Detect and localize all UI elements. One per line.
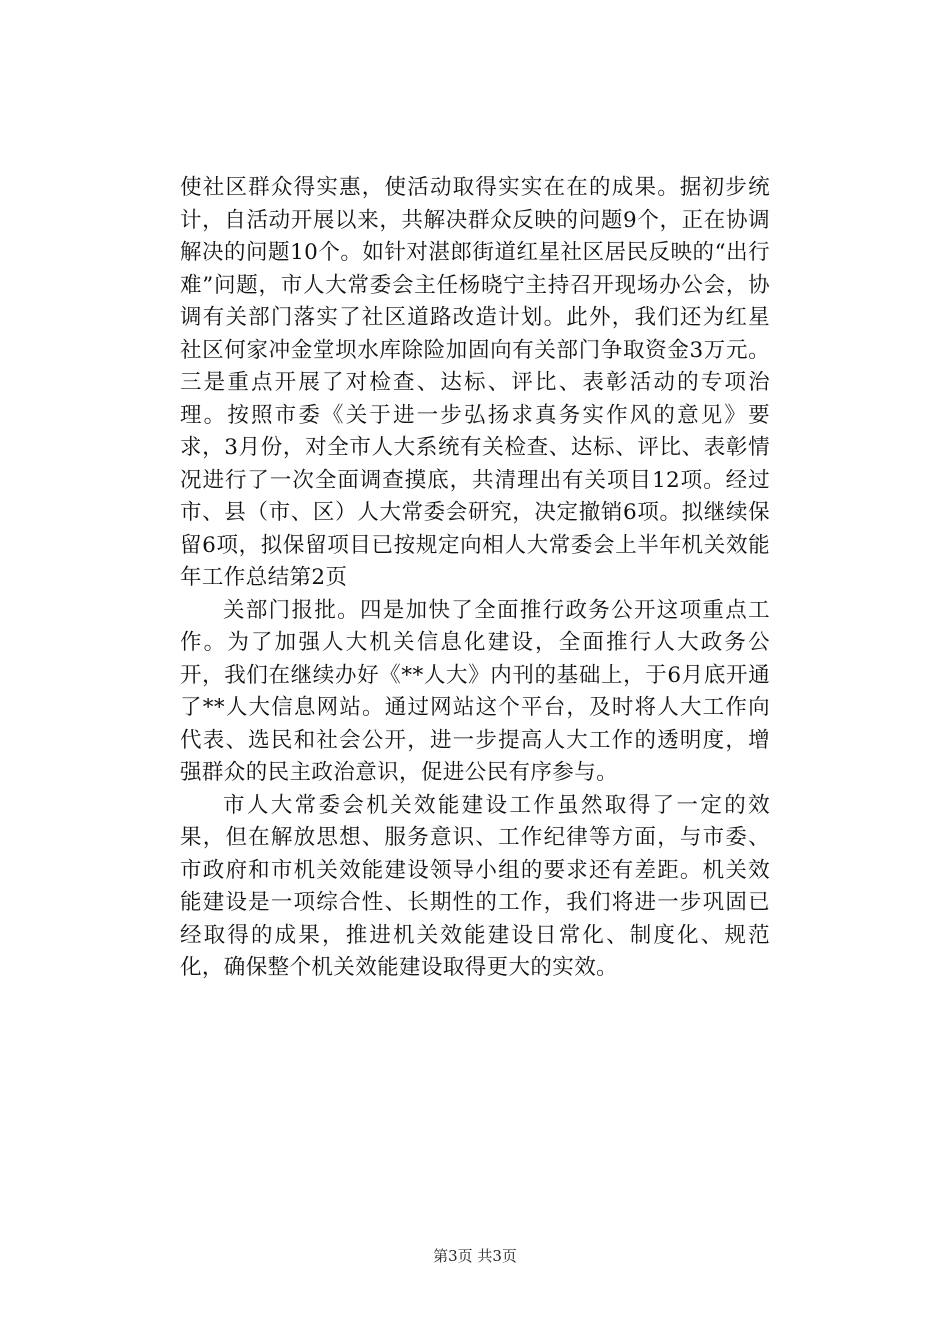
paragraph-1: 使社区群众得实惠，使活动取得实实在在的成果。据初步统计，自活动开展以来，共解决群众反映的问题9个，正在协调解决的问题10个。如针对湛郎街道红星社区居民反映的“出行难”问题，市人大常委会主任杨晓宁主持召开现场办公会，协调有关部门落实了社区道路改造计划。此外，我们还为红星社区何家冲金堂坝水库除险加固向有关部门争取资金3万元。三是重点开展了对检查、达标、评比、表彰活动的专项治理。按照市委《关于进一步弘扬求真务实作风的意见》要求，3月份，对全市人大系统有关检查、达标、评比、表彰情况进行了一次全面调查摸底，共清理出有关项目12项。经过市、县（市、区）人大常委会研究，决定撤销6项。拟继续保留6项，拟保留项目已按规定向相人大常委会上半年机关效能年工作总结第2页 [180, 175, 770, 590]
paragraph-3: 市人大常委会机关效能建设工作虽然取得了一定的效果，但在解放思想、服务意识、工作纪律等方面，与市委、市政府和市机关效能建设领导小组的要求还有差距。机关效能建设是一项综合性、长期性的工作，我们将进一步巩固已经取得的成果，推进机关效能建设日常化、制度化、规范化，确保整个机关效能建设取得更大的实效。 [180, 792, 770, 980]
document-body [180, 172, 770, 985]
page-footer: 第3页 共3页 [433, 1247, 517, 1265]
paragraph-2: 关部门报批。四是加快了全面推行政务公开这项重点工作。为了加强人大机关信息化建设，全面推行人大政务公开，我们在继续办好《**人大》内刊的基础上，于6月底开通了**人大信息网站。通过网站这个平台，及时将人大工作向代表、选民和社会公开，进一步提高人大工作的透明度，增强群众的民主政治意识，促进公民有序参与。 [180, 597, 770, 785]
